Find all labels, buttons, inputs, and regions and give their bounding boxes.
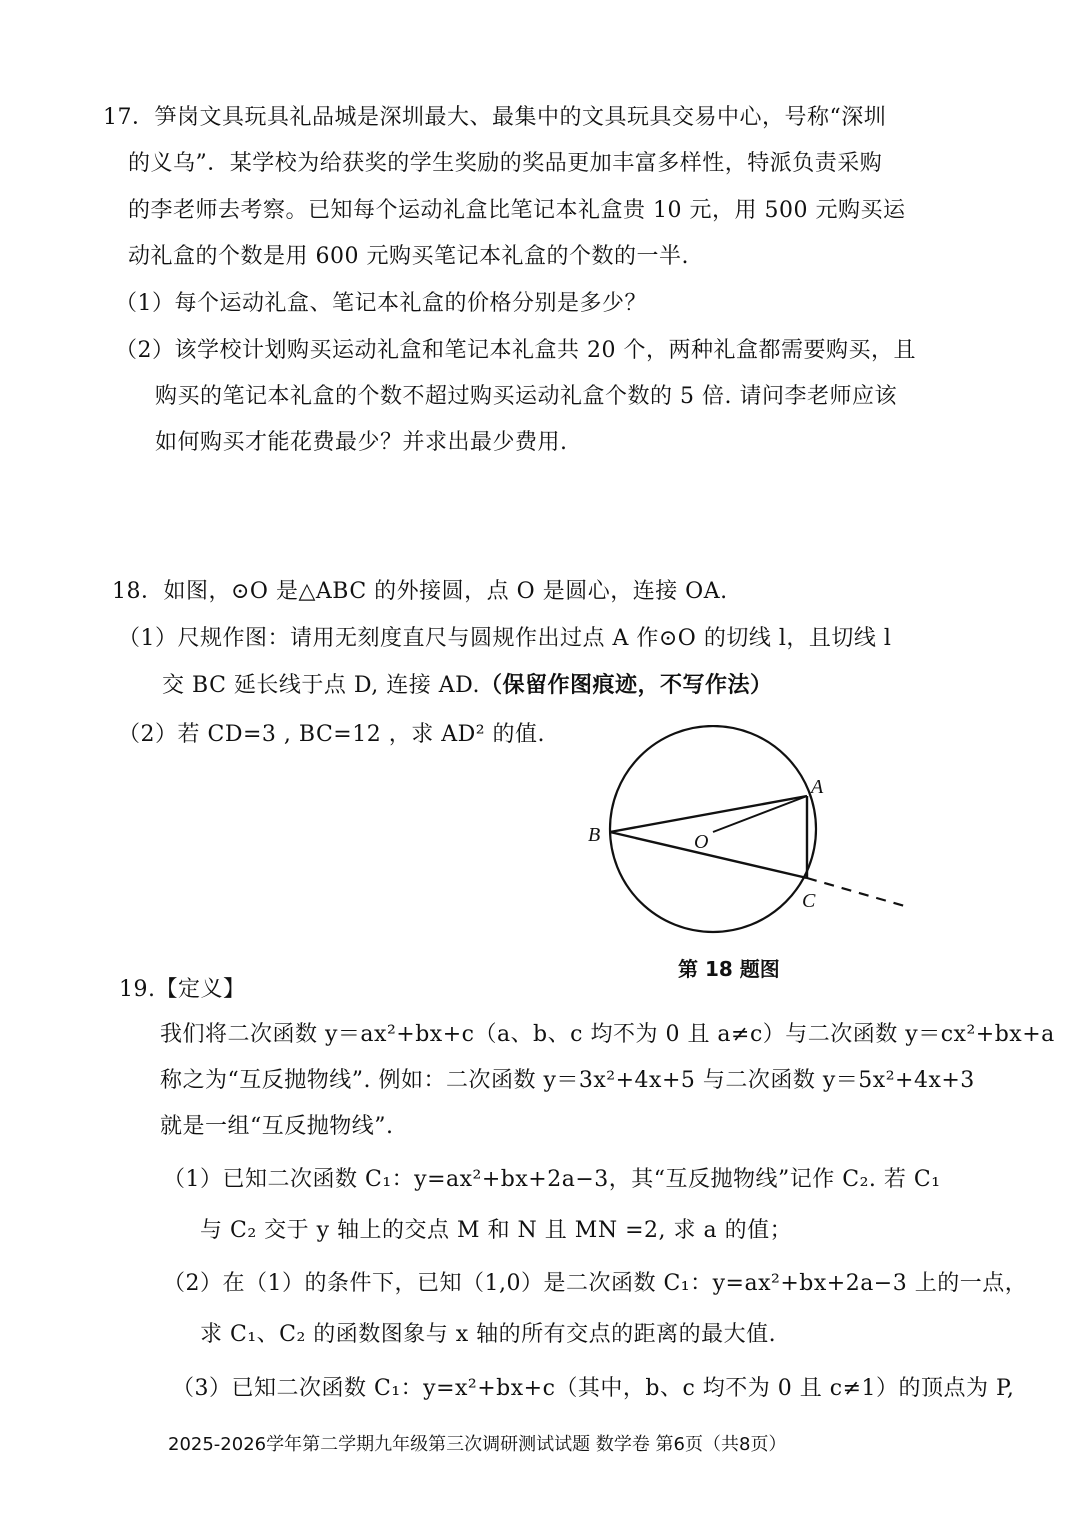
segment-ab (610, 796, 807, 832)
label-o: O (694, 831, 709, 853)
circumcircle (610, 726, 816, 932)
page-footer: 2025-2026学年第二学期九年级第三次调研测试试题 数学卷 第6页（共8页） (168, 1434, 787, 1455)
q17-line-2: 的义乌”．某学校为给获奖的学生奖励的奖品更加丰富多样性，特派负责采购 (128, 151, 883, 176)
q18-figure (580, 725, 920, 955)
q17-part-1: （1）每个运动礼盒、笔记本礼盒的价格分别是多少？ (115, 291, 647, 316)
q19-part-1-line-1: （1）已知二次函数 C₁：y=ax²+bx+2a−3，其“互反抛物线”记作 C₂. 若 C₁ (163, 1167, 941, 1192)
q17-part-2-line-1: （2）该学校计划购买运动礼盒和笔记本礼盒共 20 个，两种礼盒都需要购买，且 (115, 338, 916, 363)
q18-part-1-text: 交 BC 延长线于点 D, 连接 AD. (162, 673, 480, 698)
q18-figure-caption: 第 18 题图 (678, 957, 780, 981)
q19-heading: 19.【定义】 (119, 977, 246, 1002)
q18-line-1: 18．如图，⊙O 是△ABC 的外接圆，点 O 是圆心，连接 OA. (112, 579, 728, 604)
q17-part-2-line-2: 购买的笔记本礼盒的个数不超过购买运动礼盒个数的 5 倍. 请问李老师应该 (155, 384, 897, 409)
label-c: C (802, 890, 816, 912)
q17-line-1: 17．笋岗文具玩具礼品城是深圳最大、最集中的文具玩具交易中心，号称“深圳 (103, 105, 887, 130)
q19-definition-line-2: 称之为“互反抛物线”. 例如：二次函数 y＝3x²+4x+5 与二次函数 y＝5x²+4x+3 (160, 1068, 975, 1093)
label-b: B (588, 824, 601, 846)
segment-oa (713, 796, 807, 832)
q19-definition-line-3: 就是一组“互反抛物线”. (160, 1114, 394, 1139)
q19-part-2-line-2: 求 C₁、C₂ 的函数图象与 x 轴的所有交点的距离的最大值. (200, 1322, 777, 1347)
q19-part-2-line-1: （2）在（1）的条件下，已知（1,0）是二次函数 C₁：y=ax²+bx+2a−3 上的一点， (163, 1271, 1028, 1296)
q18-part-1-line-1: （1）尺规作图：请用无刻度直尺与圆规作出过点 A 作⊙O 的切线 l，且切线 l (118, 626, 892, 651)
q19-definition-line-1: 我们将二次函数 y＝ax²+bx+c（a、b、c 均不为 0 且 a≠c）与二次函数 y＝cx²+bx+a (160, 1022, 1055, 1047)
q17-line-4: 动礼盒的个数是用 600 元购买笔记本礼盒的个数的一半. (128, 244, 689, 269)
extension-bc-dashed (807, 878, 908, 907)
q17-part-2-line-3: 如何购买才能花费最少？并求出最少费用. (155, 430, 568, 455)
segment-bc (610, 832, 807, 878)
q19-part-1-line-2: 与 C₂ 交于 y 轴上的交点 M 和 N 且 MN =2, 求 a 的值； (200, 1218, 793, 1243)
label-a: A (811, 776, 824, 798)
q18-part-2: （2）若 CD=3 , BC=12 ，求 AD² 的值. (118, 722, 546, 747)
q19-part-3-line-1: （3）已知二次函数 C₁：y=x²+bx+c（其中，b、c 均不为 0 且 c≠1）的顶点为 P, (172, 1376, 1015, 1401)
q18-part-1-line-2 (162, 670, 772, 701)
q17-line-3: 的李老师去考察。已知每个运动礼盒比笔记本礼盒贵 10 元，用 500 元购买运 (128, 198, 906, 223)
q18-part-1-note: （保留作图痕迹，不写作法） (479, 672, 773, 698)
